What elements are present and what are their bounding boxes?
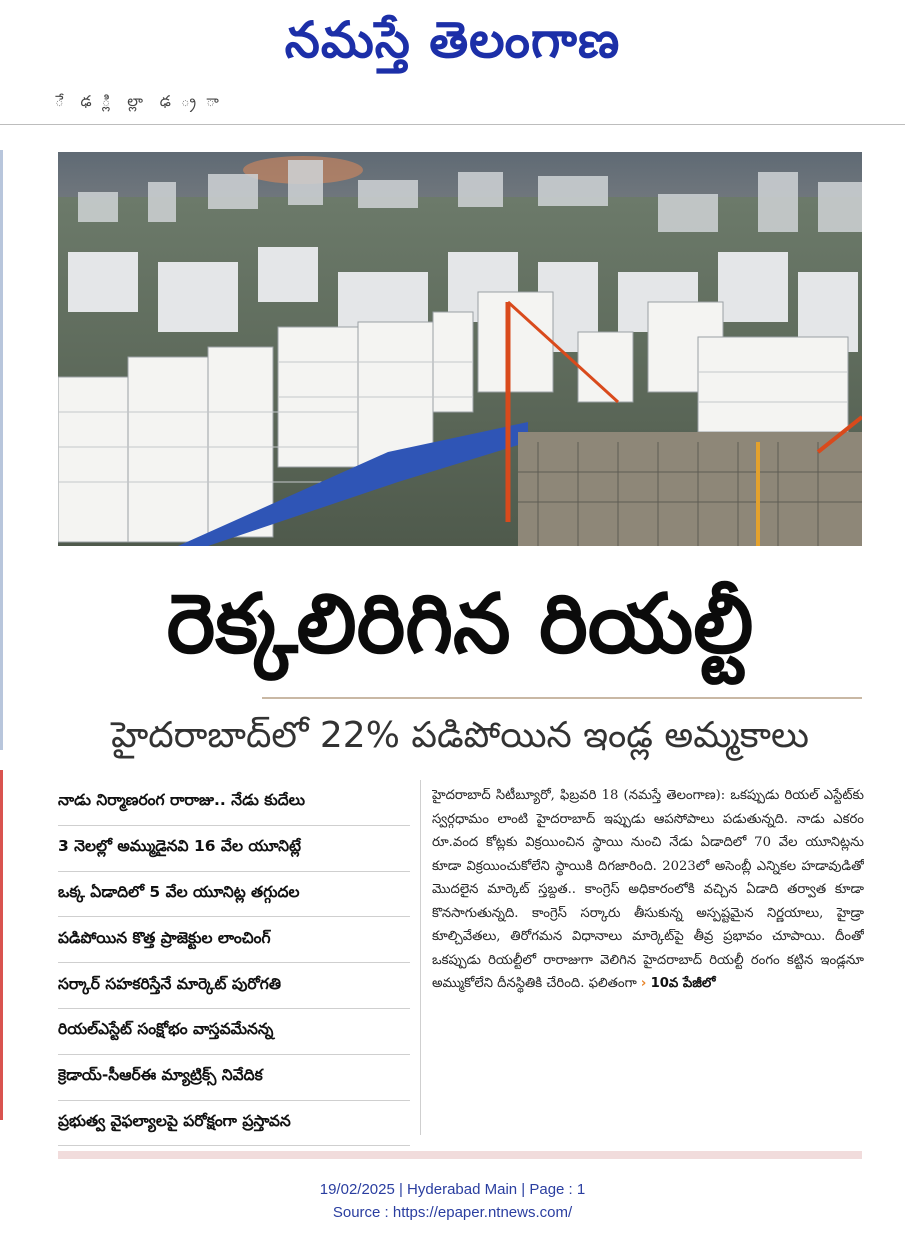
highlight-item: రియల్ఎస్టేట్ సంక్షోభం వాస్తవమేనన్న [58, 1009, 410, 1055]
highlight-item: 3 నెలల్లో అమ్ముడైనవి 16 వేల యూనిట్లే [58, 826, 410, 872]
left-page-edge-red [0, 770, 3, 1120]
subheadline: హైదరాబాద్‌లో 22% పడిపోయిన ఇండ్ల అమ్మకాలు [111, 715, 809, 756]
highlight-item: నాడు నిర్మాణరంగ రారాజు.. నేడు కుదేలు [58, 780, 410, 826]
highlight-item: ఒక్క ఏడాదిలో 5 వేల యూనిట్ల తగ్గుదల [58, 872, 410, 918]
article-paragraph: హైదరాబాద్ సిటీబ్యూరో, ఫిబ్రవరి 18 (నమస్తే తెలంగాణ): ఒకప్పుడు రియల్ ఎస్టేట్‌కు స్వర్గధామం లాంటి హైదరాబాద్ ఇప్పుడు ఆపసోపాలు పడుతున్నది. నాడు ఎకరం రూ.వంద కోట్లకు విక్రయించిన స్థాయి నుంచి నేడు ఏడాదిలో 70 వేల యూనిట్లను కూడా విక్రయించుకోలేని స్థాయికి దిగజారింది. 2023లో అసెంబ్లీ ఎన్నికల హడావుడితో మొదలైన మార్కెట్ స్తబ్దత.. కాంగ్రెస్ అధికారంలోకి వచ్చిన ఏడాది తర్వాత కూడా కొనసాగుతున్నది. కాంగ్రెస్ సర్కారు తీసుకున్న అస్పష్టమైన నిర్ణయాలు, హైడ్రా కూల్చివేతలు, తిరోగమన విధానాలు మార్కెట్‌పై తీవ్ర ప్రభావం చూపాయి. దీంతో ఒకప్పుడు రియల్టీలో రారాజుగా వెలిగిన హైదరాబాద్ రియల్టీ రంగం కట్టిన ఇండ్లనూ అమ్ముకోలేని దీనస్థితికి చేరింది. ఫలితంగా [432, 788, 864, 991]
footer-date-line: 19/02/2025 | Hyderabad Main | Page : 1 [319, 1181, 586, 1198]
highlights-list [58, 780, 410, 1140]
masthead [0, 0, 905, 80]
newspaper-title: నమస్తే తెలంగాణ [284, 11, 621, 69]
continued-on-page-link[interactable]: 10వ పేజీలో [650, 976, 716, 991]
footer-source-line[interactable]: Source : https://epaper.ntnews.com/ [332, 1204, 573, 1221]
cut-off-text-line: ే ఢ ్లి ల్లా ఢ ్ర ా [55, 92, 225, 110]
article-body [432, 784, 864, 1134]
top-divider [0, 124, 905, 125]
highlight-item: ప్రభుత్వ వైఫల్యాలపై పరోక్షంగా ప్రస్తావన [58, 1101, 410, 1147]
headline-rule [262, 697, 862, 699]
column-divider [420, 780, 421, 1135]
highlight-item: క్రెడాయ్-సీఆర్ఈ మ్యాట్రిక్స్ నివేదిక [58, 1055, 410, 1101]
highlight-item: సర్కార్ సహకరిస్తేనే మార్కెట్ పురోగతి [58, 963, 410, 1009]
headline: రెక్కలిరిగిన రియల్టీ [166, 577, 754, 672]
left-page-edge [0, 150, 3, 750]
highlight-item: పడిపోయిన కొత్త ప్రాజెక్టుల లాంచింగ్ [58, 917, 410, 963]
city-skyline-photo [58, 152, 862, 546]
jump-arrow-icon: › [640, 976, 647, 991]
bottom-band [58, 1151, 862, 1159]
